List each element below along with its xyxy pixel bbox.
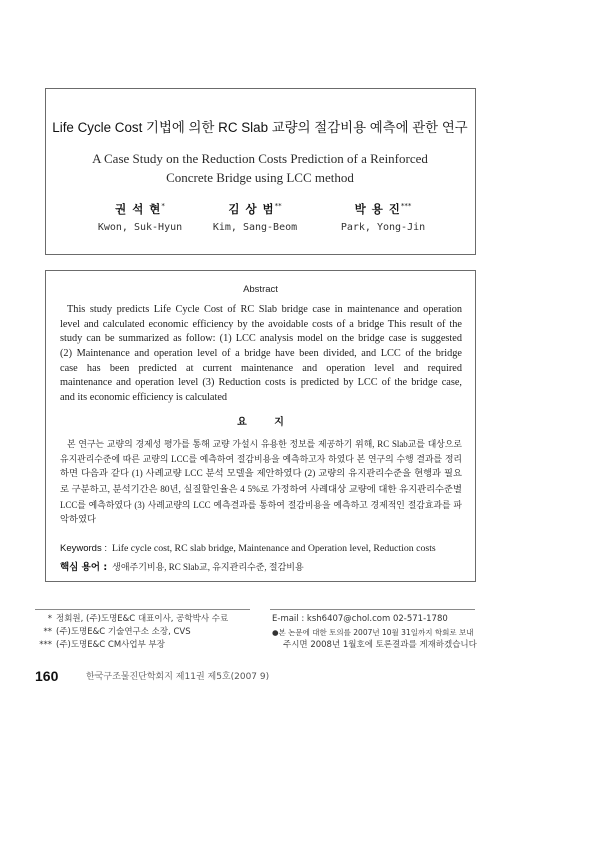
author-name-english: Park, Yong-Jin — [340, 222, 426, 233]
contact-email: E-mail : ksh6407@chol.com 02-571-1780 — [272, 614, 448, 624]
paper-title-korean: Life Cycle Cost 기법에 의한 RC Slab 교량의 절감비용 예측에 관한 연구 — [52, 120, 468, 135]
korean-keywords-label: 핵심 용어 : — [60, 562, 108, 573]
author-name-english: Kwon, Suk-Hyun — [97, 222, 183, 233]
author-name-korean: 박 용 진 — [354, 202, 401, 216]
author-footnote-mark: *** — [400, 202, 412, 210]
summary-line: 하면 다음과 같다 (1) 사례교량 LCC 분석 모델을 제안하였다 (2) 교량의 유지관리수준을 현행과 필요 — [60, 469, 462, 480]
footnote-mark: *** — [39, 640, 52, 650]
summary-line: 유지관리수준에 따른 교량의 LCC를 예측하여 절감비용을 예측하고자 하였다 본 연구의 수행 결과를 정리 — [60, 454, 462, 465]
author-name-english: Kim, Sang-Beom — [212, 222, 298, 233]
author-footnote-mark: * — [161, 202, 165, 210]
affiliation-footnote — [30, 639, 252, 652]
abstract-line: (2) Maintenance and operation level of a bridge have been divided, and LCC of the bridge — [60, 348, 462, 360]
title-en-line: Concrete Bridge using LCC method — [166, 170, 354, 185]
page-number: 160 — [35, 668, 59, 684]
keywords-label: Keywords : — [60, 543, 107, 554]
affiliation-footnote — [30, 626, 252, 639]
footnote-mark: * — [47, 614, 52, 624]
footnote-divider-right — [270, 609, 475, 610]
contact-notes — [272, 613, 477, 652]
summary-line: 악하였다 — [60, 514, 96, 525]
abstract-line: case has been predicted at current maintenance and operation level and required — [60, 362, 462, 374]
korean-keywords-row — [60, 560, 462, 575]
abstract-body — [60, 303, 462, 406]
summary-line: 본 연구는 교량의 경제성 평가를 통해 교량 가설시 유용한 정보를 제공하기 위해, RC Slab교를 대상으로 — [67, 439, 462, 449]
footnote-text: (주)도명E&C CM사업부 부장 — [56, 640, 165, 650]
abstract-line: This study predicts Life Cycle Cost of RC Slab bridge case in maintenance and operation — [67, 304, 462, 315]
summary-line: LCC를 예측하였다 (3) 사례교량의 LCC 예측결과를 통하여 절감비용을 예측하고 경제적인 절감효과를 파 — [60, 499, 462, 510]
footnote-text: (주)도명E&C 기술연구소 소장, CVS — [56, 627, 191, 637]
korean-summary-heading: 요 지 — [237, 417, 296, 428]
author-name-korean: 권 석 현 — [115, 202, 162, 216]
discussion-note: ●본 논문에 대한 토의를 2007년 10월 31일까지 학회로 보내 — [272, 628, 474, 637]
author-3 — [308, 201, 458, 235]
discussion-note: 주시면 2008년 1월호에 토론결과를 게재하겠습니다 — [283, 640, 477, 650]
abstract-line: study can be summarized as follow: (1) LCC analysis model on the bridge case is suggested — [60, 333, 462, 345]
abstract-heading: Abstract — [243, 284, 278, 295]
paper-title-english — [50, 149, 470, 187]
journal-citation: 한국구조물진단학회지 제11권 제5호(2007 9) — [86, 672, 270, 682]
footnote-divider-left — [35, 609, 250, 610]
korean-summary-body — [60, 437, 462, 528]
keywords-text: Life cycle cost, RC slab bridge, Maintenance and Operation level, Reduction costs — [112, 543, 436, 554]
abstract-line: level and calculated economic efficiency by the avoidable costs of a bridge This result of the — [60, 318, 462, 330]
korean-keywords-text: 생애주기비용, RC Slab교, 유지관리수준, 절감비용 — [112, 562, 304, 572]
title-en-line: A Case Study on the Reduction Costs Prediction of a Reinforced — [92, 151, 428, 166]
abstract-line: maintenance and operation level (3) Reduction costs is predicted by LCC of the bridge case, — [60, 377, 462, 389]
summary-line: 로 구분하고, 분석기간은 80년, 실질할인율은 4 5%로 가정하여 사례대상 교량에 대한 유지관리수준별 — [60, 484, 462, 495]
author-footnote-mark: ** — [274, 202, 282, 210]
footnote-mark: ** — [43, 627, 52, 637]
footnote-text: 정회원, (주)도명E&C 대표이사, 공학박사 수료 — [56, 614, 229, 624]
author-affiliations — [30, 613, 252, 652]
author-name-korean: 김 상 범 — [228, 202, 275, 216]
abstract-line: and its economic efficiency is calculated — [60, 392, 228, 404]
affiliation-footnote — [30, 613, 252, 626]
keywords-row — [60, 542, 462, 556]
